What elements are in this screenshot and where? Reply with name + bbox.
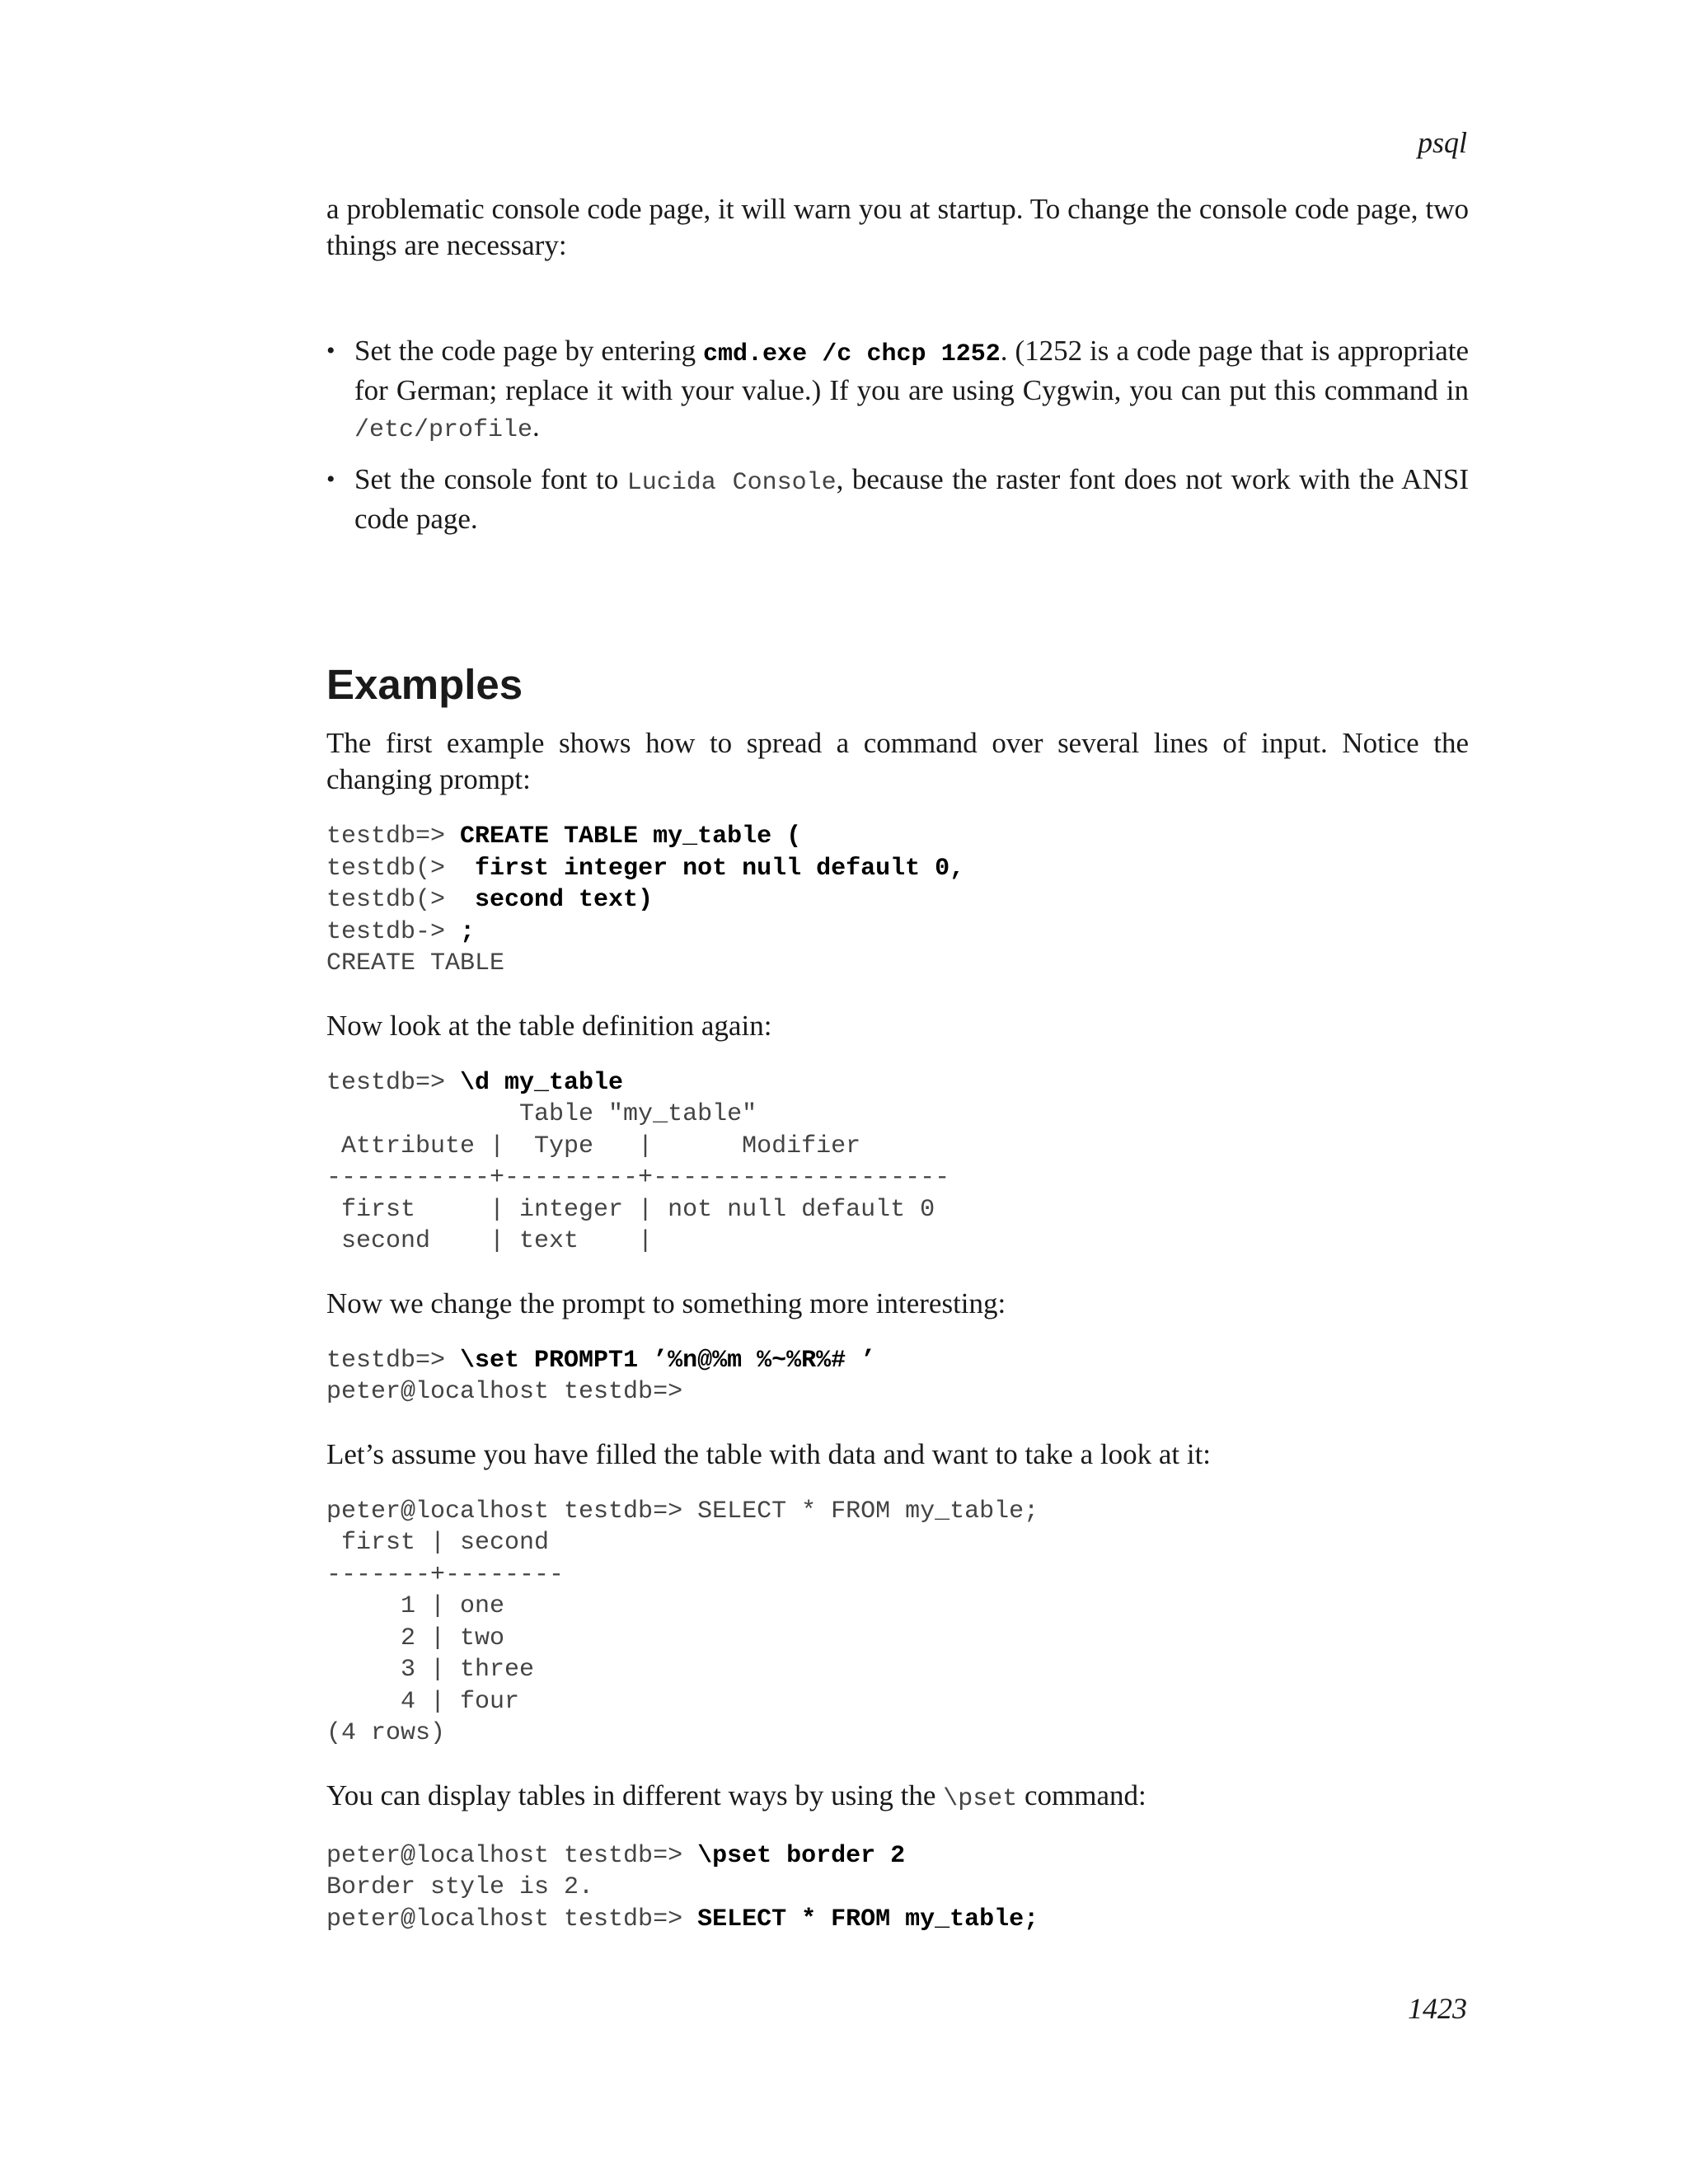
code-output: 3 | three <box>326 1656 535 1684</box>
code-line <box>326 1131 1469 1163</box>
bullet-text: Set the code page by entering <box>354 335 704 367</box>
bullet-text: , because the raster font does not work with the ANSI code page. <box>354 463 1469 535</box>
code-block-describe-table <box>326 1067 1469 1258</box>
code-line <box>326 1099 1469 1131</box>
code-line <box>326 1872 1469 1904</box>
code-command: SELECT * FROM my_table; <box>697 1905 1039 1933</box>
code-prompt: testdb=> <box>326 1346 461 1375</box>
code-line <box>326 1840 1469 1872</box>
inline-code: /etc/profile <box>354 416 533 444</box>
code-block-pset <box>326 1840 1469 1936</box>
code-output: 1 | one <box>326 1592 505 1620</box>
code-command: CREATE TABLE my_table ( <box>460 823 802 851</box>
code-command: \set PROMPT1 ’%n@%m %~%R%# ’ <box>460 1346 876 1375</box>
running-header: psql <box>1417 126 1467 159</box>
code-block-set-prompt <box>326 1345 1469 1408</box>
code-prompt: testdb=> <box>326 823 461 851</box>
code-command: ; <box>460 917 476 946</box>
bullet-item-code-page <box>326 333 1469 448</box>
code-output: second | text | <box>326 1227 654 1255</box>
bullet-icon: • <box>326 337 335 364</box>
code-block-create-table <box>326 821 1469 980</box>
code-prompt: testdb(> <box>326 886 476 914</box>
code-line <box>326 1591 1469 1623</box>
code-output: 2 | two <box>326 1624 505 1652</box>
code-line <box>326 1194 1469 1226</box>
intro-paragraph: a problematic console code page, it will warn you at startup. To change the console code page, two things are necessary: <box>326 193 1469 261</box>
code-line <box>326 1527 1469 1559</box>
code-line <box>326 1162 1469 1194</box>
code-line <box>326 1559 1469 1591</box>
code-output: Border style is 2. <box>326 1873 594 1901</box>
code-command: \pset border 2 <box>697 1841 906 1870</box>
code-output: CREATE TABLE <box>326 949 505 977</box>
code-command: \d my_table <box>460 1068 624 1097</box>
code-line <box>326 1376 1469 1408</box>
section-heading-examples: Examples <box>326 661 523 708</box>
bullet-text: Set the console font to <box>354 463 627 495</box>
code-line <box>326 1654 1469 1686</box>
code-line <box>326 948 1469 980</box>
inline-code: \pset <box>943 1784 1018 1813</box>
paragraph-text: command: <box>1017 1779 1146 1811</box>
inline-code: Lucida Console <box>626 469 837 497</box>
paragraph-text: You can display tables in different ways by using the <box>326 1779 944 1811</box>
code-output: (4 rows) <box>326 1719 446 1747</box>
code-line <box>326 1345 1469 1377</box>
code-output: -------+-------- <box>326 1560 565 1589</box>
bullet-item-console-font <box>326 462 1469 537</box>
code-line <box>326 916 1469 949</box>
code-line <box>326 1718 1469 1750</box>
code-block-select <box>326 1496 1469 1750</box>
example-paragraph-1: The first example shows how to spread a command over several lines of input. Notice the changing prompt: <box>326 727 1469 795</box>
page-content <box>326 191 1469 1963</box>
example-paragraph-2: Now look at the table definition again: <box>326 1009 772 1042</box>
code-line <box>326 1067 1469 1099</box>
code-output: first | second <box>326 1529 550 1557</box>
code-output: Attribute | Type | Modifier <box>326 1132 861 1160</box>
code-line <box>326 884 1469 916</box>
code-prompt: testdb(> <box>326 854 476 883</box>
bullet-list <box>326 333 1469 537</box>
code-line <box>326 821 1469 853</box>
code-command: second text) <box>475 886 654 914</box>
example-paragraph-5 <box>326 1778 1469 1817</box>
code-output: peter@localhost testdb=> SELECT * FROM my_table; <box>326 1497 1039 1526</box>
code-prompt: peter@localhost testdb=> <box>326 1841 698 1870</box>
page-number: 1423 <box>1408 1992 1467 2025</box>
code-line <box>326 853 1469 885</box>
code-output: Table "my_table" <box>326 1100 757 1128</box>
bullet-icon: • <box>326 466 335 493</box>
code-output: first | integer | not null default 0 <box>326 1195 935 1224</box>
example-paragraph-3: Now we change the prompt to something more interesting: <box>326 1286 1006 1319</box>
code-prompt: testdb-> <box>326 917 461 946</box>
inline-code: cmd.exe /c chcp 1252 <box>703 340 1001 368</box>
code-line <box>326 1623 1469 1655</box>
code-command: first integer not null default 0, <box>475 854 965 883</box>
example-paragraph-4: Let’s assume you have filled the table with data and want to take a look at it: <box>326 1437 1212 1470</box>
code-line <box>326 1904 1469 1936</box>
code-prompt: testdb=> <box>326 1068 461 1097</box>
code-output: peter@localhost testdb=> <box>326 1378 683 1406</box>
bullet-text: . <box>532 410 540 443</box>
code-output: 4 | four <box>326 1687 520 1716</box>
code-output: -----------+---------+-------------------- <box>326 1164 950 1192</box>
code-line <box>326 1496 1469 1528</box>
code-line <box>326 1226 1469 1258</box>
code-line <box>326 1686 1469 1718</box>
code-prompt: peter@localhost testdb=> <box>326 1905 698 1933</box>
bullet-text: . (1252 is a code page that is appropriate for German; replace it with your value.) If you are using Cygwin, you can put this command in <box>354 335 1470 406</box>
